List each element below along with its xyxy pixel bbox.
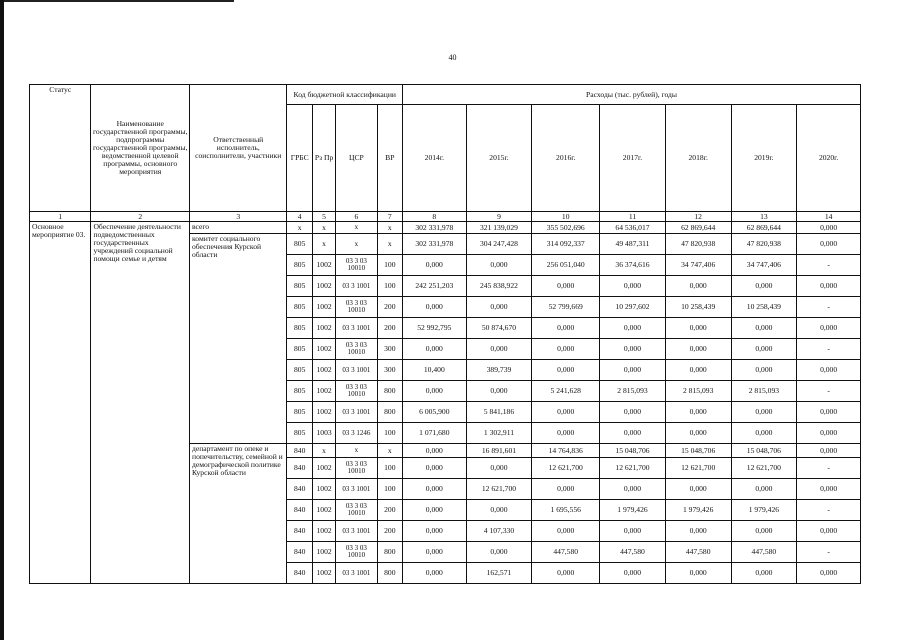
scan-border-top [4, 0, 234, 2]
header-executor: Ответственный исполнитель, соисполнители, участники [190, 85, 287, 212]
expense-value-cell: 304 247,428 [466, 234, 532, 255]
header-year: 2014г. [403, 105, 467, 212]
expense-value-cell: 0,000 [665, 479, 731, 500]
expense-value-cell: 1 695,556 [532, 500, 600, 521]
grbs-cell: 840 [287, 444, 312, 458]
expense-value-cell: - [797, 381, 861, 402]
grbs-cell: 805 [287, 255, 312, 276]
grbs-cell: х [287, 222, 312, 234]
expense-value-cell: 0,000 [403, 297, 467, 318]
expense-value-cell: 0,000 [665, 339, 731, 360]
status-cell: Основное мероприятие 03. [30, 222, 91, 584]
expense-value-cell: 0,000 [600, 479, 666, 500]
expense-value-cell: 0,000 [797, 222, 861, 234]
expense-value-cell: 447,580 [665, 542, 731, 563]
expense-value-cell: 0,000 [797, 276, 861, 297]
vr-cell: 200 [377, 500, 402, 521]
expense-value-cell: 0,000 [466, 339, 532, 360]
expense-value-cell: 0,000 [532, 521, 600, 542]
expense-value-cell: 0,000 [532, 423, 600, 444]
column-number: 8 [403, 212, 467, 222]
header-year: 2017г. [600, 105, 666, 212]
expense-value-cell: 12 621,700 [731, 458, 797, 479]
vr-cell: х [377, 222, 402, 234]
grbs-cell: 840 [287, 500, 312, 521]
column-number: 11 [600, 212, 666, 222]
csr-cell: 03 3 03 10010 [336, 458, 377, 479]
csr-cell: 03 3 1001 [336, 402, 377, 423]
rzpr-cell: х [312, 234, 335, 255]
executor-committee-cell: комитет социального обеспечения Курской области [190, 234, 287, 444]
column-number: 2 [91, 212, 190, 222]
expense-value-cell: 0,000 [466, 542, 532, 563]
column-number: 10 [532, 212, 600, 222]
vr-cell: 100 [377, 423, 402, 444]
header-csr: ЦСР [336, 105, 377, 212]
expense-value-cell: 0,000 [403, 255, 467, 276]
expense-value-cell: 0,000 [731, 563, 797, 584]
column-number: 6 [336, 212, 377, 222]
expense-value-cell: 0,000 [665, 360, 731, 381]
expense-value-cell: 0,000 [532, 563, 600, 584]
expense-value-cell: 1 302,911 [466, 423, 532, 444]
expense-value-cell: 1 979,426 [731, 500, 797, 521]
grbs-cell: 805 [287, 360, 312, 381]
vr-cell: 200 [377, 318, 402, 339]
expense-value-cell: 52 992,795 [403, 318, 467, 339]
expense-value-cell: 5 241,628 [532, 381, 600, 402]
expense-value-cell: 0,000 [403, 444, 467, 458]
expense-value-cell: 0,000 [731, 402, 797, 423]
expense-value-cell: 0,000 [600, 521, 666, 542]
grbs-cell: 805 [287, 234, 312, 255]
header-year: 2015г. [466, 105, 532, 212]
expense-value-cell: 0,000 [797, 521, 861, 542]
column-number: 5 [312, 212, 335, 222]
vr-cell: 800 [377, 381, 402, 402]
header-budget-code: Код бюджетной классификации [287, 85, 403, 105]
expense-value-cell: 10,400 [403, 360, 467, 381]
expense-value-cell: 0,000 [532, 360, 600, 381]
expense-value-cell: 0,000 [731, 318, 797, 339]
vr-cell: 300 [377, 360, 402, 381]
expense-value-cell: 447,580 [731, 542, 797, 563]
expense-value-cell: 0,000 [731, 521, 797, 542]
expense-value-cell: 0,000 [403, 500, 467, 521]
grbs-cell: 805 [287, 423, 312, 444]
expense-value-cell: 47 820,938 [665, 234, 731, 255]
expense-value-cell: - [797, 500, 861, 521]
vr-cell: х [377, 234, 402, 255]
expense-value-cell: 355 502,696 [532, 222, 600, 234]
expense-value-cell: 0,000 [532, 402, 600, 423]
rzpr-cell: 1002 [312, 521, 335, 542]
expense-value-cell: 0,000 [600, 402, 666, 423]
expense-value-cell: 62 869,644 [731, 222, 797, 234]
vr-cell: 800 [377, 563, 402, 584]
expense-value-cell: 0,000 [466, 297, 532, 318]
expense-value-cell: 0,000 [466, 500, 532, 521]
vr-cell: 200 [377, 521, 402, 542]
expense-value-cell: 389,739 [466, 360, 532, 381]
column-number: 4 [287, 212, 312, 222]
csr-cell: х [336, 222, 377, 234]
expense-value-cell: 0,000 [665, 521, 731, 542]
expense-value-cell: 0,000 [731, 276, 797, 297]
expense-value-cell: 0,000 [403, 339, 467, 360]
expense-value-cell: 1 979,426 [600, 500, 666, 521]
table-row [30, 222, 861, 234]
csr-cell: 03 3 03 10010 [336, 297, 377, 318]
expense-value-cell: 0,000 [797, 563, 861, 584]
expense-value-cell: 47 820,938 [731, 234, 797, 255]
csr-cell: 03 3 03 10010 [336, 542, 377, 563]
expense-value-cell: 4 107,330 [466, 521, 532, 542]
csr-cell: 03 3 1246 [336, 423, 377, 444]
rzpr-cell: х [312, 444, 335, 458]
rzpr-cell: 1002 [312, 500, 335, 521]
expense-value-cell: 0,000 [403, 521, 467, 542]
csr-cell: 03 3 1001 [336, 360, 377, 381]
expense-value-cell: 0,000 [731, 479, 797, 500]
expense-value-cell: 15 048,706 [600, 444, 666, 458]
rzpr-cell: 1002 [312, 339, 335, 360]
expense-value-cell: 0,000 [731, 339, 797, 360]
grbs-cell: 840 [287, 521, 312, 542]
expense-value-cell: 0,000 [665, 318, 731, 339]
expense-value-cell: 0,000 [600, 339, 666, 360]
expense-value-cell: 5 841,186 [466, 402, 532, 423]
header-year: 2018г. [665, 105, 731, 212]
grbs-cell: 840 [287, 563, 312, 584]
expense-value-cell: 0,000 [600, 423, 666, 444]
expense-value-cell: 10 297,602 [600, 297, 666, 318]
expense-value-cell: 0,000 [466, 381, 532, 402]
header-status: Статус [30, 85, 91, 212]
header-grbs: ГРБС [287, 105, 312, 212]
expense-value-cell: 12 621,700 [466, 479, 532, 500]
expense-value-cell: 162,571 [466, 563, 532, 584]
expense-value-cell: 0,000 [665, 563, 731, 584]
expense-value-cell: 14 764,836 [532, 444, 600, 458]
executor-total-cell: всего [190, 222, 287, 234]
executor-department-cell: департамент по опеке и попечительству, семейной и демографической политике Курской области [190, 444, 287, 584]
expense-value-cell: 302 331,978 [403, 234, 467, 255]
expense-value-cell: 12 621,700 [665, 458, 731, 479]
csr-cell: 03 3 1001 [336, 563, 377, 584]
header-year: 2019г. [731, 105, 797, 212]
csr-cell: 03 3 03 10010 [336, 381, 377, 402]
vr-cell: 100 [377, 255, 402, 276]
expense-value-cell: 1 979,426 [665, 500, 731, 521]
expense-value-cell: 36 374,616 [600, 255, 666, 276]
expense-value-cell: 0,000 [532, 276, 600, 297]
expense-value-cell: 245 838,922 [466, 276, 532, 297]
header-year: 2016г. [532, 105, 600, 212]
expense-value-cell: 16 891,601 [466, 444, 532, 458]
grbs-cell: 805 [287, 276, 312, 297]
column-number: 3 [190, 212, 287, 222]
expense-value-cell: 0,000 [797, 479, 861, 500]
rzpr-cell: 1002 [312, 563, 335, 584]
expense-value-cell: - [797, 255, 861, 276]
expense-value-cell: 447,580 [532, 542, 600, 563]
expense-value-cell: 0,000 [532, 339, 600, 360]
header-year: 2020г. [797, 105, 861, 212]
csr-cell: 03 3 1001 [336, 521, 377, 542]
vr-cell: х [377, 444, 402, 458]
expense-value-cell: 0,000 [797, 444, 861, 458]
expense-value-cell: 64 536,017 [600, 222, 666, 234]
expense-value-cell: 0,000 [797, 318, 861, 339]
grbs-cell: 805 [287, 297, 312, 318]
expense-value-cell: 0,000 [532, 479, 600, 500]
expense-value-cell: 62 869,644 [665, 222, 731, 234]
rzpr-cell: 1002 [312, 318, 335, 339]
grbs-cell: 840 [287, 542, 312, 563]
expense-value-cell: 0,000 [797, 234, 861, 255]
header-rzpr: Рз Пр [312, 105, 335, 212]
expense-value-cell: 256 051,040 [532, 255, 600, 276]
vr-cell: 800 [377, 542, 402, 563]
vr-cell: 200 [377, 297, 402, 318]
column-number: 12 [665, 212, 731, 222]
vr-cell: 100 [377, 479, 402, 500]
grbs-cell: 840 [287, 458, 312, 479]
column-number: 1 [30, 212, 91, 222]
csr-cell: 03 3 1001 [336, 276, 377, 297]
expense-value-cell: 0,000 [466, 458, 532, 479]
rzpr-cell: 1002 [312, 255, 335, 276]
expense-value-cell: 0,000 [797, 402, 861, 423]
expense-value-cell: - [797, 339, 861, 360]
rzpr-cell: 1002 [312, 458, 335, 479]
expense-value-cell: 0,000 [731, 423, 797, 444]
program-name-cell: Обеспечение деятельности подведомственных государственных учреждений социальной помощи семье и детям [91, 222, 190, 584]
expense-value-cell: 12 621,700 [600, 458, 666, 479]
csr-cell: 03 3 03 10010 [336, 339, 377, 360]
expense-value-cell: 0,000 [403, 381, 467, 402]
csr-cell: х [336, 234, 377, 255]
header-row-top [30, 85, 861, 105]
expense-value-cell: 2 815,093 [731, 381, 797, 402]
expense-value-cell: 0,000 [532, 318, 600, 339]
expense-value-cell: 49 487,311 [600, 234, 666, 255]
expense-value-cell: 34 747,406 [731, 255, 797, 276]
expense-value-cell: 2 815,093 [600, 381, 666, 402]
rzpr-cell: 1002 [312, 542, 335, 563]
expense-value-cell: 0,000 [665, 402, 731, 423]
grbs-cell: 805 [287, 339, 312, 360]
expense-value-cell: 242 251,203 [403, 276, 467, 297]
scan-border [0, 0, 4, 640]
vr-cell: 800 [377, 402, 402, 423]
expense-value-cell: 0,000 [403, 458, 467, 479]
expense-value-cell: - [797, 458, 861, 479]
header-name: Наименование государственной программы, подпрограммы государственной программы, ведомственной целевой программы, основного мероприятия [91, 85, 190, 212]
header-expenses: Расходы (тыс. рублей), годы [403, 85, 861, 105]
expense-value-cell: 2 815,093 [665, 381, 731, 402]
csr-cell: 03 3 03 10010 [336, 500, 377, 521]
expense-value-cell: 15 048,706 [731, 444, 797, 458]
expense-value-cell: 6 005,900 [403, 402, 467, 423]
expense-value-cell: 0,000 [797, 360, 861, 381]
expense-value-cell: 12 621,700 [532, 458, 600, 479]
expense-value-cell: 447,580 [600, 542, 666, 563]
column-number: 14 [797, 212, 861, 222]
rzpr-cell: 1002 [312, 381, 335, 402]
grbs-cell: 805 [287, 318, 312, 339]
expense-value-cell: 0,000 [600, 276, 666, 297]
expense-value-cell: 50 874,670 [466, 318, 532, 339]
expense-value-cell: 0,000 [731, 360, 797, 381]
column-number: 7 [377, 212, 402, 222]
expense-value-cell: 1 071,680 [403, 423, 467, 444]
rzpr-cell: 1002 [312, 360, 335, 381]
budget-table [29, 84, 861, 584]
csr-cell: 03 3 03 10010 [336, 255, 377, 276]
csr-cell: 03 3 1001 [336, 318, 377, 339]
grbs-cell: 805 [287, 402, 312, 423]
expense-value-cell: 314 092,337 [532, 234, 600, 255]
expense-value-cell: 302 331,978 [403, 222, 467, 234]
expense-value-cell: - [797, 542, 861, 563]
expense-value-cell: 0,000 [403, 479, 467, 500]
rzpr-cell: 1002 [312, 402, 335, 423]
expense-value-cell: 0,000 [665, 423, 731, 444]
rzpr-cell: 1002 [312, 276, 335, 297]
grbs-cell: 840 [287, 479, 312, 500]
expense-value-cell: 10 258,439 [731, 297, 797, 318]
expense-value-cell: 10 258,439 [665, 297, 731, 318]
column-number-row [30, 212, 861, 222]
page-number: 40 [448, 53, 457, 62]
grbs-cell: 805 [287, 381, 312, 402]
expense-value-cell: 0,000 [600, 563, 666, 584]
rzpr-cell: х [312, 222, 335, 234]
expense-value-cell: 15 048,706 [665, 444, 731, 458]
header-vr: ВР [377, 105, 402, 212]
expense-value-cell: 52 799,669 [532, 297, 600, 318]
csr-cell: х [336, 444, 377, 458]
expense-value-cell: 0,000 [403, 563, 467, 584]
expense-value-cell: 321 139,029 [466, 222, 532, 234]
expense-value-cell: 0,000 [403, 542, 467, 563]
csr-cell: 03 3 1001 [336, 479, 377, 500]
expense-value-cell: - [797, 297, 861, 318]
vr-cell: 300 [377, 339, 402, 360]
column-number: 9 [466, 212, 532, 222]
expense-value-cell: 0,000 [665, 276, 731, 297]
vr-cell: 100 [377, 276, 402, 297]
rzpr-cell: 1002 [312, 479, 335, 500]
expense-value-cell: 0,000 [600, 360, 666, 381]
rzpr-cell: 1003 [312, 423, 335, 444]
expense-value-cell: 0,000 [600, 318, 666, 339]
column-number: 13 [731, 212, 797, 222]
expense-value-cell: 0,000 [797, 423, 861, 444]
expense-value-cell: 34 747,406 [665, 255, 731, 276]
expense-value-cell: 0,000 [466, 255, 532, 276]
rzpr-cell: 1002 [312, 297, 335, 318]
vr-cell: 100 [377, 458, 402, 479]
